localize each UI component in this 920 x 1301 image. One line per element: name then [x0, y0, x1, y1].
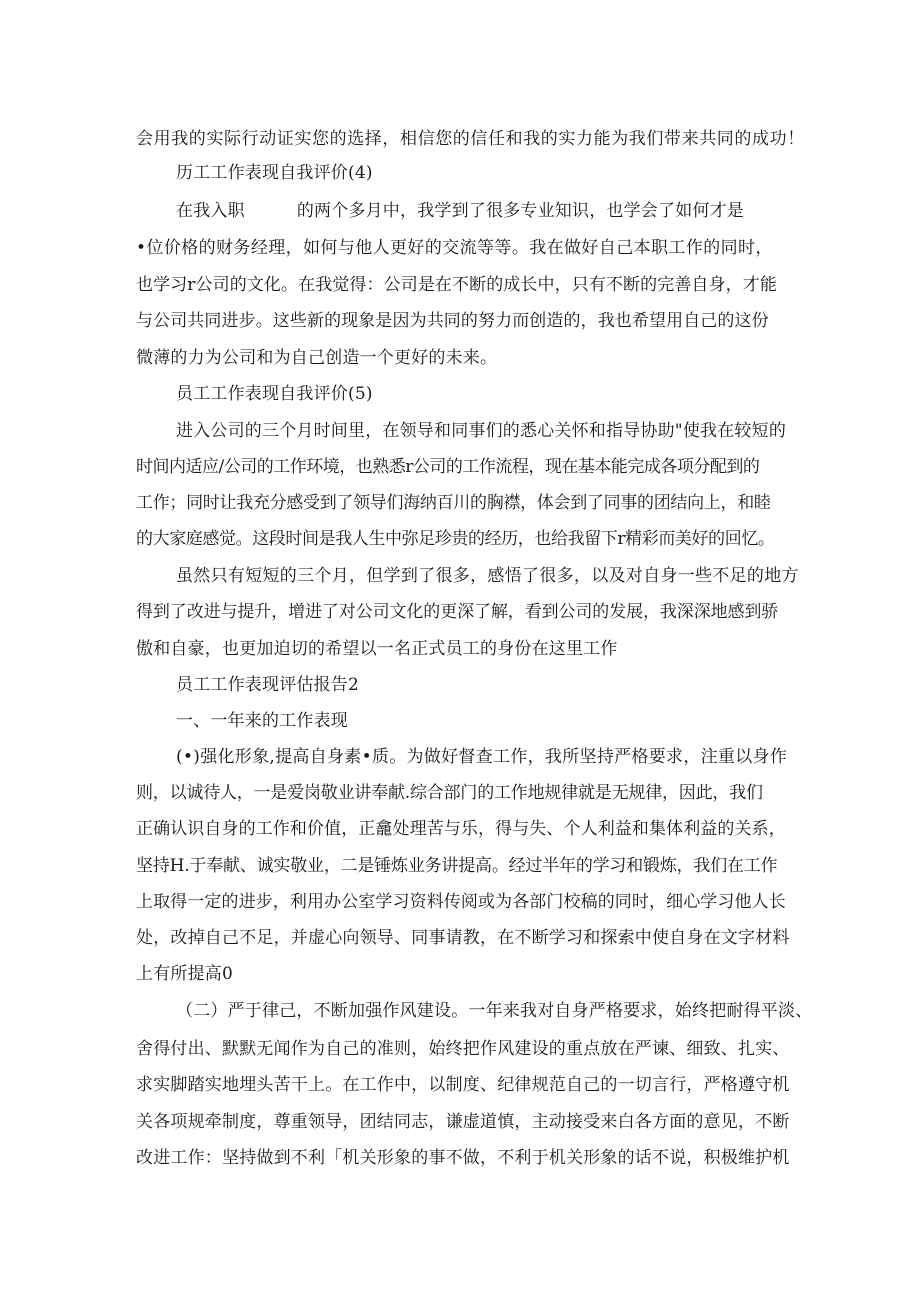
text-line: 虽然只有短短的三个月，但学到了很多，感悟了很多，以及对自身一些不足的地方: [176, 566, 799, 586]
section-heading: 员工工作表现自我评价(5): [176, 384, 373, 404]
section-heading: 历工工作表现自我评价(4): [176, 163, 373, 183]
text-line: •位价格的财务经理，如何与他人更好的交流等等。我在做好自己本职工作的同时，: [136, 238, 773, 258]
text-line: 工作；同时让我充分感受到了领导们海纳百川的胸襟，体会到了同事的团结向上，和睦: [136, 493, 771, 513]
text-line: 关各项规牵制度，尊重领导，团结同志，谦虚道慎，主动接受来白各方面的意见，不断: [136, 1112, 790, 1132]
text-fragment: 在我入职: [176, 201, 245, 221]
text-line: 则，以诚待人，一是爱岗敬业讲奉献.综合部门的工作地规律就是无规律，因此，我们: [136, 783, 763, 803]
text-line: [176, 200, 744, 222]
text-line: 会用我的实际行动证实您的选择，相信您的信任和我的实力能为我们带来共同的成功！: [136, 129, 805, 149]
text-line: 的大家庭感觉。这段时间是我人生中弥足珍贵的经历，也给我留下r精彩而美好的回忆。: [136, 529, 775, 549]
text-line: 坚持H.于奉献、诚实敬业，二是锤炼业务讲提高。经过半年的学习和锻炼，我们在工作: [136, 856, 778, 876]
text-line: 上取得一定的进步，利用办公室学习资料传阅或为各部门校稿的同时，细心学习他人长: [136, 892, 786, 912]
text-line: 时间内适应/公司的工作环境，也熟悉r公司的工作流程，现在基本能完成各项分配到的: [136, 457, 760, 477]
text-line: 傲和自豪，也更加迫切的希望以一名正式员工的身份在这里工作: [136, 639, 618, 659]
text-line: 得到了改进与提升，增进了对公司文化的更深了解，看到公司的发展，我深深地感到骄: [136, 602, 779, 622]
text-line: 微薄的力为公司和为自己创造一个更好的未来。: [136, 348, 498, 368]
text-line: 上有所提高0: [136, 964, 234, 984]
text-line: 进入公司的三个月时间里，在领导和同事们的悉心关怀和指导协助"使我在较短的: [176, 421, 787, 441]
section-heading: 员工工作表现评估报告2: [176, 675, 360, 695]
text-line: 与公司共同进步。这些新的现象是因为共同的努力而创造的，我也希望用自己的这份: [136, 311, 769, 331]
text-line: 求实脚踏实地埋头苦干上。在工作中，以制度、纪律规范自己的一切言行，严格遵守机: [136, 1075, 790, 1095]
text-line: 舍得付出、默默无闻作为自己的准则，始终把作风建设的重点放在严谏、细致、扎实、: [136, 1039, 790, 1059]
text-line: (•)强化形象,提高自身素•质。为做好督查工作，我所坚持严格要求，注重以身作: [176, 747, 788, 767]
text-line: 正确认识自身的工作和价值，正龕处理苦与乐，得与失、个人利益和集体利益的关系，: [136, 819, 786, 839]
text-line: （二）严于律己，不断加强作风建设。一年来我对自身严格要求，始终把耐得平淡、: [176, 1001, 813, 1021]
text-line: 改进工作：坚持做到不利「机关形象的事不做，不利于机关形象的话不说，积极维护机: [136, 1148, 790, 1168]
text-line: 也学习r公司的文化。在我觉得：公司是在不断的成长中，只有不断的完善自身，才能: [136, 275, 777, 295]
section-heading: 一、一年来的工作表现: [176, 711, 348, 731]
text-fragment: 的两个多月中，我学到了很多专业知识，也学会了如何才是: [296, 201, 745, 221]
text-line: 处，改掉自己不足，并虚心向领导、同事请教，在不断学习和探索中使自身在文字材料: [136, 928, 790, 948]
